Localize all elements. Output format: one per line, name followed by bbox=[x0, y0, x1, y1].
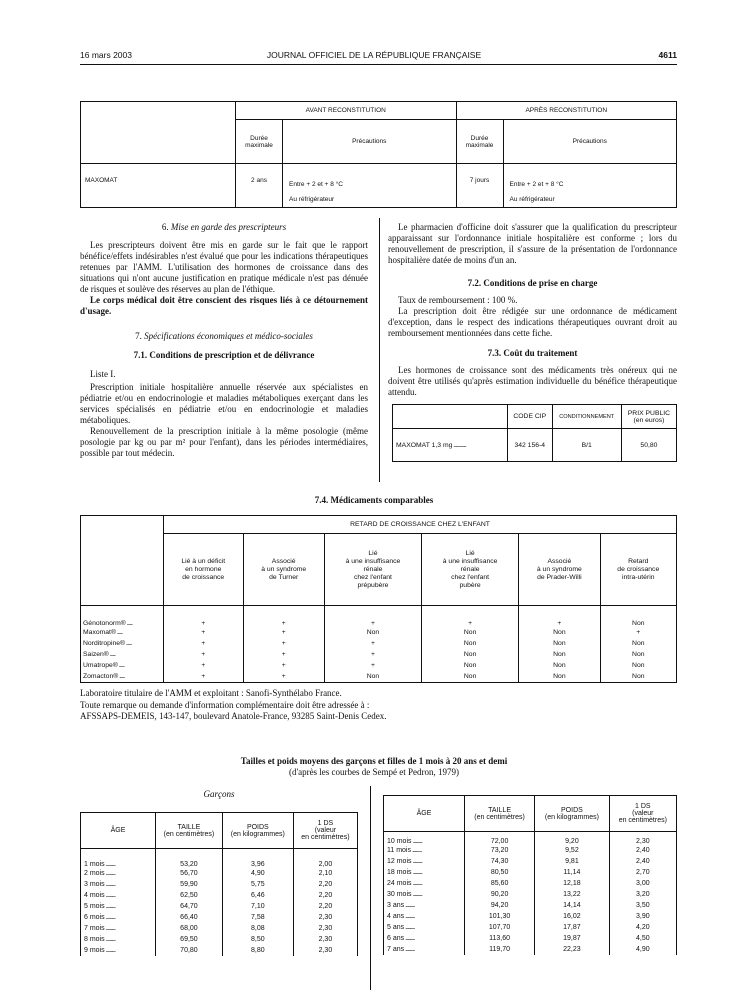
drug-name: Maxomat® ...... bbox=[81, 627, 164, 638]
comparable-drugs-body bbox=[81, 606, 677, 683]
poids-header: POIDS (en kilogrammes) bbox=[222, 813, 293, 849]
growth-ds: 2,70 bbox=[609, 867, 676, 878]
growth-ds: 2,30 bbox=[609, 832, 676, 846]
indication-value: Non bbox=[324, 671, 421, 682]
indication-value: Non bbox=[324, 627, 421, 638]
section-73-paragraph: Les hormones de croissance sont des médicaments très onéreux qui ne doivent être utilisés qu'après estimation individuelle du bénéfice thérapeutique attendu. bbox=[388, 365, 677, 397]
growth-row bbox=[384, 832, 677, 846]
growth-taille: 69,50 bbox=[156, 934, 223, 945]
growth-taille: 62,50 bbox=[156, 890, 223, 901]
indication-value: Non bbox=[422, 649, 519, 660]
indication-value: Non bbox=[422, 638, 519, 649]
indication-value: + bbox=[164, 671, 244, 682]
growth-row bbox=[384, 911, 677, 922]
indication-value: Non bbox=[600, 660, 676, 671]
age-header: ÂGE bbox=[81, 813, 156, 849]
column-divider bbox=[379, 218, 380, 482]
indication-value: Non bbox=[422, 671, 519, 682]
section-6-paragraph: Les prescripteurs doivent être mis en garde sur le fait que le rapport bénéfice/effets indésirables n'est évalué que pour les indications thérapeutiques retenues par l'AMM. L'utilisation des hormones de croissance dans des situations qui n'ont aucune justification en pratique médicale n'est pas dénuée de risques et soulève des réserves au plan de l'éthique. bbox=[80, 240, 368, 294]
growth-age: 6 ans .......... bbox=[384, 933, 465, 944]
growth-age: 4 mois .......... bbox=[81, 890, 156, 901]
drug-row bbox=[81, 649, 677, 660]
growth-age: 5 mois .......... bbox=[81, 901, 156, 912]
header-journal: JOURNAL OFFICIEL DE LA RÉPUBLIQUE FRANÇAISE bbox=[266, 50, 482, 60]
growth-taille: 94,20 bbox=[465, 900, 535, 911]
indication-value: Non bbox=[519, 627, 600, 638]
drug-name: Zomacton® ...... bbox=[81, 671, 164, 682]
comparable-drugs-table bbox=[80, 515, 677, 683]
growth-taille: 56,70 bbox=[156, 868, 223, 879]
product-name-cell: MAXOMAT bbox=[81, 164, 236, 208]
section-73-title: 7.3. Coût du traitement bbox=[487, 348, 578, 358]
growth-row bbox=[384, 878, 677, 889]
indication-value: + bbox=[324, 649, 421, 660]
indication-value: + bbox=[324, 638, 421, 649]
growth-row bbox=[81, 890, 358, 901]
pharmacist-paragraph: Le pharmacien d'officine doit s'assurer que la qualification du prescripteur apparaissant sur l'ordonnance initiale hospitalière est conforme ; lors du renouvellement de prescription, il s'assure de la présentation de l'ordonnance hospitalière datée de moins d'un an. bbox=[388, 222, 677, 265]
growth-ds: 2,20 bbox=[293, 901, 357, 912]
drug-name: Norditropine® ...... bbox=[81, 638, 164, 649]
growth-row bbox=[81, 901, 358, 912]
growth-poids: 12,18 bbox=[535, 878, 609, 889]
precautions-cell: Entre + 2 et + 8 °C Au réfrigérateur bbox=[503, 164, 677, 208]
growth-taille: 107,70 bbox=[465, 922, 535, 933]
growth-poids: 9,81 bbox=[535, 856, 609, 867]
taille-header: TAILLE (en centimètres) bbox=[465, 796, 535, 832]
drug-name: Génotonorm® ...... bbox=[81, 606, 164, 628]
growth-table-right bbox=[383, 795, 677, 955]
section-72-prescription: La prescription doit être rédigée sur une ordonnance de médicament d'exception, dans le respect des indications thérapeutiques ouvrant droit au remboursement mentionnées dans cette fiche. bbox=[388, 306, 677, 338]
indication-header: Associé à un syndrome de Turner bbox=[243, 534, 324, 606]
drug-row bbox=[81, 660, 677, 671]
section-74-title: 7.4. Médicaments comparables bbox=[314, 495, 434, 505]
growth-row bbox=[384, 845, 677, 856]
indication-value: + bbox=[164, 660, 244, 671]
growth-poids: 11,14 bbox=[535, 867, 609, 878]
indication-value: + bbox=[164, 649, 244, 660]
growth-poids: 8,80 bbox=[222, 945, 293, 956]
growth-age: 4 ans .......... bbox=[384, 911, 465, 922]
indication-value: Non bbox=[519, 638, 600, 649]
indication-value: + bbox=[243, 638, 324, 649]
indication-value: + bbox=[243, 660, 324, 671]
growth-age: 8 mois .......... bbox=[81, 934, 156, 945]
growth-ds: 3,50 bbox=[609, 900, 676, 911]
header-date: 16 mars 2003 bbox=[80, 50, 132, 60]
growth-age: 18 mois .......... bbox=[384, 867, 465, 878]
indication-value: + bbox=[164, 638, 244, 649]
growth-ds: 2,30 bbox=[293, 934, 357, 945]
growth-row bbox=[81, 934, 358, 945]
indication-value: + bbox=[600, 627, 676, 638]
taille-header: TAILLE (en centimètres) bbox=[156, 813, 223, 849]
growth-age: 24 mois .......... bbox=[384, 878, 465, 889]
growth-title: Tailles et poids moyens des garçons et filles de 1 mois à 20 ans et demi bbox=[240, 756, 508, 766]
precautions-header: Précautions bbox=[503, 120, 677, 164]
growth-ds: 2,30 bbox=[293, 923, 357, 934]
section-6-title: 6. Mise en garde des prescripteurs bbox=[161, 222, 287, 232]
growth-poids: 4,90 bbox=[222, 868, 293, 879]
growth-poids: 3,96 bbox=[222, 849, 293, 869]
growth-taille: 72,00 bbox=[465, 832, 535, 846]
indication-header: Retard de croissance intra-utérin bbox=[600, 534, 676, 606]
footer-block bbox=[80, 688, 386, 723]
ds-header: 1 DS (valeur en centimètres) bbox=[609, 796, 676, 832]
growth-age: 6 mois .......... bbox=[81, 912, 156, 923]
growth-ds: 4,50 bbox=[609, 933, 676, 944]
growth-row bbox=[384, 889, 677, 900]
retard-group-header: RETARD DE CROISSANCE CHEZ L'ENFANT bbox=[164, 516, 677, 534]
growth-poids: 16,02 bbox=[535, 911, 609, 922]
growth-taille: 59,90 bbox=[156, 879, 223, 890]
growth-poids: 8,50 bbox=[222, 934, 293, 945]
growth-poids: 8,08 bbox=[222, 923, 293, 934]
cip-header: CODE CIP bbox=[508, 405, 553, 429]
growth-poids: 7,10 bbox=[222, 901, 293, 912]
footer-laboratory: Laboratoire titulaire de l'AMM et exploitant : Sanofi-Synthélabo France. bbox=[80, 688, 342, 698]
precautions-cell: Entre + 2 et + 8 °C Au réfrigérateur bbox=[283, 164, 457, 208]
indication-value: Non bbox=[519, 649, 600, 660]
cip-cell: 342 156-4 bbox=[508, 429, 553, 462]
growth-ds: 3,90 bbox=[609, 911, 676, 922]
growth-ds: 4,90 bbox=[609, 944, 676, 955]
indication-value: Non bbox=[519, 660, 600, 671]
growth-ds: 2,30 bbox=[293, 945, 357, 956]
growth-taille: 70,80 bbox=[156, 945, 223, 956]
growth-taille: 85,60 bbox=[465, 878, 535, 889]
indication-value: + bbox=[422, 606, 519, 628]
growth-poids: 5,75 bbox=[222, 879, 293, 890]
indication-value: Non bbox=[519, 671, 600, 682]
section-6-warning: Le corps médical doit être conscient des risques liés à ce détournement d'usage. bbox=[80, 295, 368, 316]
growth-poids: 6,46 bbox=[222, 890, 293, 901]
growth-ds: 2,20 bbox=[293, 879, 357, 890]
growth-row bbox=[384, 944, 677, 955]
storage-table bbox=[80, 101, 677, 208]
duree-header: Durée maximale bbox=[456, 120, 503, 164]
growth-row bbox=[384, 856, 677, 867]
growth-ds: 2,20 bbox=[293, 890, 357, 901]
growth-age: 5 ans .......... bbox=[384, 922, 465, 933]
growth-age: 3 mois .......... bbox=[81, 879, 156, 890]
section-71-prescription: Prescription initiale hospitalière annuelle réservée aux spécialistes en pédiatrie et/ou en endocrinologie et maladies métaboliques exerçant dans les services spécialisés en pédiatrie et/ou en endocrinologie et maladies métaboliques. bbox=[80, 382, 368, 425]
indication-header: Lié à une insuffisance rénale chez l'enfant prépubère bbox=[324, 534, 421, 606]
footer-contact: Toute remarque ou demande d'information complémentaire doit être adressée à : bbox=[80, 699, 370, 710]
conditionnement-cell: B/1 bbox=[552, 429, 621, 462]
precautions-header: Précautions bbox=[283, 120, 457, 164]
growth-row bbox=[81, 849, 358, 869]
growth-table-left bbox=[80, 812, 358, 956]
section-72-title: 7.2. Conditions de prise en charge bbox=[467, 278, 598, 288]
indication-value: + bbox=[243, 649, 324, 660]
growth-row bbox=[384, 922, 677, 933]
growth-row bbox=[384, 867, 677, 878]
growth-row bbox=[384, 900, 677, 911]
indication-header-row bbox=[81, 534, 677, 606]
growth-row bbox=[81, 912, 358, 923]
growth-poids: 9,52 bbox=[535, 845, 609, 856]
growth-poids: 9,20 bbox=[535, 832, 609, 846]
growth-ds: 2,00 bbox=[293, 849, 357, 869]
right-column bbox=[388, 222, 677, 398]
growth-age: 7 ans .......... bbox=[384, 944, 465, 955]
indication-value: + bbox=[164, 627, 244, 638]
growth-ds: 3,00 bbox=[609, 878, 676, 889]
indication-value: Non bbox=[600, 606, 676, 628]
growth-taille: 53,20 bbox=[156, 849, 223, 869]
indication-value: + bbox=[243, 627, 324, 638]
growth-age: 9 mois .......... bbox=[81, 945, 156, 956]
poids-header: POIDS (en kilogrammes) bbox=[535, 796, 609, 832]
growth-taille: 119,70 bbox=[465, 944, 535, 955]
footer-address: AFSSAPS-DEMEIS, 143-147, boulevard Anatole-France, 93285 Saint-Denis Cedex. bbox=[80, 711, 387, 721]
indication-value: + bbox=[324, 606, 421, 628]
growth-taille: 74,30 bbox=[465, 856, 535, 867]
indication-value: Non bbox=[422, 627, 519, 638]
ds-header: 1 DS (valeur en centimètres) bbox=[293, 813, 357, 849]
growth-row bbox=[81, 868, 358, 879]
indication-value: + bbox=[243, 671, 324, 682]
age-header: ÂGE bbox=[384, 796, 465, 832]
indication-header: Lié à une insuffisance rénale chez l'enfant pubère bbox=[422, 534, 519, 606]
header-page-number: 4611 bbox=[658, 50, 677, 60]
drug-row bbox=[81, 606, 677, 628]
price-table bbox=[392, 404, 677, 462]
growth-taille: 66,40 bbox=[156, 912, 223, 923]
growth-age: 10 mois .......... bbox=[384, 832, 465, 846]
section-7-title: 7. Spécifications économiques et médico-sociales bbox=[135, 331, 313, 341]
indication-header: Lié à un déficit en hormone de croissance bbox=[164, 534, 244, 606]
indication-value: Non bbox=[600, 671, 676, 682]
growth-taille: 113,60 bbox=[465, 933, 535, 944]
group-after-header: APRÈS RECONSTITUTION bbox=[456, 102, 677, 120]
indication-value: + bbox=[519, 606, 600, 628]
growth-subtitle: (d'après les courbes de Sempé et Pedron, 1979) bbox=[288, 767, 460, 777]
indication-value: + bbox=[243, 606, 324, 628]
growth-age: 30 mois .......... bbox=[384, 889, 465, 900]
section-71-list: Liste I. bbox=[90, 369, 116, 379]
group-before-header: AVANT RECONSTITUTION bbox=[236, 102, 457, 120]
section-71-renewal: Renouvellement de la prescription initiale à la même posologie (même posologie par kg ou par m² pour l'enfant), dans les périodes intermédiaires, possible par tout médecin. bbox=[80, 426, 368, 458]
header-rule bbox=[80, 64, 677, 65]
growth-age: 2 mois .......... bbox=[81, 868, 156, 879]
growth-taille: 73,20 bbox=[465, 845, 535, 856]
indication-value: + bbox=[164, 606, 244, 628]
duree-cell: 7 jours bbox=[456, 164, 503, 208]
prix-header: PRIX PUBLIC (en euros) bbox=[621, 405, 676, 429]
indication-header: Associé à un syndrome de Prader-Willi bbox=[519, 534, 600, 606]
drug-row bbox=[81, 638, 677, 649]
indication-value: Non bbox=[600, 638, 676, 649]
product-row-name: MAXOMAT 1,3 mg .............. bbox=[393, 429, 508, 462]
growth-age: 12 mois .......... bbox=[384, 856, 465, 867]
drug-name: Umatrope® ...... bbox=[81, 660, 164, 671]
growth-age: 7 mois .......... bbox=[81, 923, 156, 934]
growth-ds: 2,10 bbox=[293, 868, 357, 879]
indication-value: + bbox=[324, 660, 421, 671]
indication-value: Non bbox=[422, 660, 519, 671]
duree-header: Durée maximale bbox=[236, 120, 283, 164]
section-71-title: 7.1. Conditions de prescription et de délivrance bbox=[133, 350, 315, 360]
duree-cell: 2 ans bbox=[236, 164, 283, 208]
growth-poids: 7,58 bbox=[222, 912, 293, 923]
growth-row bbox=[81, 923, 358, 934]
left-column bbox=[80, 222, 368, 459]
growth-taille: 90,20 bbox=[465, 889, 535, 900]
garcons-label: Garçons bbox=[203, 789, 235, 799]
growth-taille: 80,50 bbox=[465, 867, 535, 878]
drug-row bbox=[81, 671, 677, 682]
growth-taille: 101,30 bbox=[465, 911, 535, 922]
growth-poids: 17,87 bbox=[535, 922, 609, 933]
growth-ds: 2,40 bbox=[609, 845, 676, 856]
growth-ds: 2,30 bbox=[293, 912, 357, 923]
indication-value: Non bbox=[600, 649, 676, 660]
growth-divider bbox=[370, 786, 371, 990]
growth-taille: 64,70 bbox=[156, 901, 223, 912]
growth-poids: 14,14 bbox=[535, 900, 609, 911]
growth-poids: 22,23 bbox=[535, 944, 609, 955]
growth-poids: 13,22 bbox=[535, 889, 609, 900]
growth-row bbox=[384, 933, 677, 944]
growth-age: 3 ans .......... bbox=[384, 900, 465, 911]
drug-name: Saizen® ...... bbox=[81, 649, 164, 660]
growth-row bbox=[81, 945, 358, 956]
growth-row bbox=[81, 879, 358, 890]
growth-ds: 2,40 bbox=[609, 856, 676, 867]
growth-poids: 19,87 bbox=[535, 933, 609, 944]
growth-age: 1 mois .......... bbox=[81, 849, 156, 869]
growth-ds: 4,20 bbox=[609, 922, 676, 933]
growth-age: 11 mois .......... bbox=[384, 845, 465, 856]
prix-cell: 50,80 bbox=[621, 429, 676, 462]
growth-ds: 3,20 bbox=[609, 889, 676, 900]
section-72-rate: Taux de remboursement : 100 %. bbox=[398, 295, 518, 305]
growth-taille: 68,00 bbox=[156, 923, 223, 934]
drug-row bbox=[81, 627, 677, 638]
conditionnement-header: CONDITIONNEMENT bbox=[552, 405, 621, 429]
